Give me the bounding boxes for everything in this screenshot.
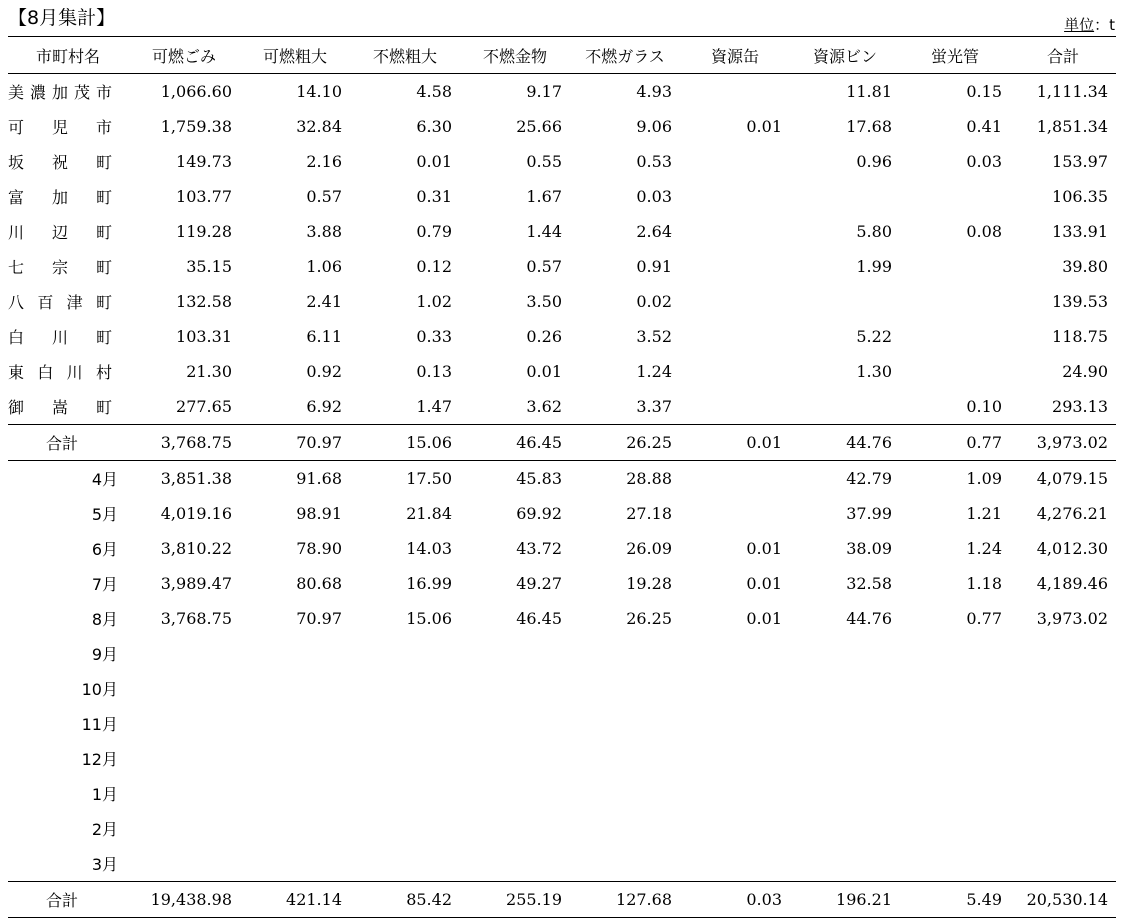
value-cell: 0.91	[636, 257, 672, 276]
value-cell: 149.73	[176, 152, 232, 171]
month-name: 10月	[81, 680, 118, 699]
value-cell: 26.09	[626, 539, 672, 558]
value-cell: 6.30	[416, 117, 452, 136]
value-cell: 3,973.02	[1036, 609, 1108, 628]
value-cell	[1010, 811, 1116, 846]
value-cell: 3,851.38	[160, 469, 232, 488]
report-title: 【8月集計】	[8, 7, 116, 29]
value-cell: 3,768.75	[160, 609, 232, 628]
value-cell: 1.21	[966, 504, 1002, 523]
value-cell: 0.12	[416, 257, 452, 276]
value-cell: 21.30	[186, 362, 232, 381]
value-cell	[680, 811, 790, 846]
value-cell	[900, 179, 1010, 214]
unit-value: t	[1109, 16, 1115, 34]
value-cell: 14.10	[296, 82, 342, 101]
municipality-name-text: 東 白 川 村	[8, 363, 112, 382]
value-cell	[900, 671, 1010, 706]
value-cell: 26.25	[626, 609, 672, 628]
value-cell: 85.42	[350, 882, 460, 918]
municipality-row	[8, 389, 1116, 425]
value-cell	[128, 671, 240, 706]
value-cell: 45.83	[516, 469, 562, 488]
value-cell: 78.90	[296, 539, 342, 558]
value-cell: 0.15	[966, 82, 1002, 101]
value-cell: 15.06	[350, 425, 460, 461]
value-cell: 6.11	[306, 327, 342, 346]
value-cell: 1.24	[966, 539, 1002, 558]
value-cell	[900, 284, 1010, 319]
value-cell	[350, 811, 460, 846]
value-cell	[570, 846, 680, 882]
value-cell	[350, 846, 460, 882]
value-cell: 17.68	[846, 117, 892, 136]
value-cell	[570, 776, 680, 811]
value-cell	[900, 846, 1010, 882]
value-cell	[128, 706, 240, 741]
value-cell: 0.53	[636, 152, 672, 171]
table-body	[8, 74, 1116, 918]
month-name: 4月	[91, 470, 118, 489]
value-cell: 255.19	[460, 882, 570, 918]
value-cell: 17.50	[406, 469, 452, 488]
value-cell: 3.88	[306, 222, 342, 241]
value-cell	[680, 496, 790, 531]
value-cell	[128, 846, 240, 882]
value-cell: 153.97	[1052, 152, 1108, 171]
value-cell	[790, 706, 900, 741]
value-cell	[900, 741, 1010, 776]
value-cell: 106.35	[1052, 187, 1108, 206]
month-row	[8, 671, 1116, 706]
value-cell: 35.15	[186, 257, 232, 276]
value-cell	[790, 389, 900, 425]
municipality-name-text: 白 川 町	[8, 328, 112, 347]
value-cell: 0.08	[966, 222, 1002, 241]
value-cell	[790, 671, 900, 706]
column-header: 不燃粗大	[350, 37, 460, 74]
municipality-name	[8, 214, 128, 249]
month-name: 1月	[91, 785, 118, 804]
value-cell: 70.97	[296, 609, 342, 628]
value-cell: 44.76	[846, 609, 892, 628]
value-cell	[460, 671, 570, 706]
unit-label: 単位	[1064, 16, 1095, 34]
value-cell	[680, 389, 790, 425]
column-header: 可燃ごみ	[128, 37, 240, 74]
value-cell	[240, 706, 350, 741]
value-cell	[1010, 636, 1116, 671]
value-cell: 119.28	[176, 222, 232, 241]
municipality-row	[8, 354, 1116, 389]
value-cell: 4,276.21	[1036, 504, 1108, 523]
value-cell: 0.01	[526, 362, 562, 381]
month-name: 6月	[91, 540, 118, 559]
value-cell: 4.93	[636, 82, 672, 101]
value-cell: 39.80	[1062, 257, 1108, 276]
value-cell: 133.91	[1052, 222, 1108, 241]
month-row	[8, 811, 1116, 846]
month-name: 3月	[91, 855, 118, 874]
unit-note	[1064, 14, 1115, 35]
value-cell: 21.84	[406, 504, 452, 523]
value-cell: 4,079.15	[1036, 469, 1108, 488]
month-row	[8, 566, 1116, 601]
value-cell: 19,438.98	[128, 882, 240, 918]
municipality-row	[8, 144, 1116, 179]
value-cell: 15.06	[406, 609, 452, 628]
value-cell: 0.01	[746, 609, 782, 628]
month-row	[8, 461, 1116, 497]
value-cell: 1.18	[966, 574, 1002, 593]
value-cell	[350, 671, 460, 706]
column-header: 資源ビン	[790, 37, 900, 74]
value-cell: 98.91	[296, 504, 342, 523]
value-cell	[790, 741, 900, 776]
value-cell	[1010, 741, 1116, 776]
value-cell	[570, 636, 680, 671]
municipality-name	[8, 319, 128, 354]
month-row	[8, 741, 1116, 776]
unit-separator: ：	[1094, 16, 1110, 34]
value-cell	[1010, 846, 1116, 882]
column-header: 市町村名	[8, 37, 128, 74]
month-name: 11月	[81, 715, 118, 734]
value-cell	[240, 636, 350, 671]
value-cell	[790, 284, 900, 319]
value-cell: 42.79	[846, 469, 892, 488]
value-cell: 1.06	[306, 257, 342, 276]
value-cell: 293.13	[1052, 397, 1108, 416]
value-cell: 46.45	[460, 425, 570, 461]
value-cell: 43.72	[516, 539, 562, 558]
value-cell: 0.57	[526, 257, 562, 276]
value-cell: 3.62	[526, 397, 562, 416]
value-cell: 6.92	[306, 397, 342, 416]
value-cell: 103.77	[176, 187, 232, 206]
value-cell	[680, 144, 790, 179]
month-name: 12月	[81, 750, 118, 769]
value-cell	[1010, 671, 1116, 706]
column-header: 蛍光管	[900, 37, 1010, 74]
municipality-name-text: 可 児 市	[8, 118, 112, 137]
municipality-row	[8, 214, 1116, 249]
value-cell: 0.13	[416, 362, 452, 381]
municipality-name	[8, 389, 128, 425]
value-cell	[900, 811, 1010, 846]
value-cell: 0.03	[966, 152, 1002, 171]
value-cell: 4,019.16	[160, 504, 232, 523]
value-cell	[790, 811, 900, 846]
month-row	[8, 496, 1116, 531]
municipality-row	[8, 179, 1116, 214]
value-cell: 1,111.34	[1036, 82, 1108, 101]
value-cell: 28.88	[626, 469, 672, 488]
value-cell: 32.84	[296, 117, 342, 136]
header-row	[8, 37, 1116, 74]
municipality-row	[8, 109, 1116, 144]
value-cell: 4,189.46	[1036, 574, 1108, 593]
value-cell: 4,012.30	[1036, 539, 1108, 558]
value-cell	[680, 846, 790, 882]
value-cell: 139.53	[1052, 292, 1108, 311]
column-header: 不燃金物	[460, 37, 570, 74]
municipality-name-text: 富 加 町	[8, 188, 112, 207]
value-cell: 421.14	[240, 882, 350, 918]
value-cell: 3.50	[526, 292, 562, 311]
value-cell: 49.27	[516, 574, 562, 593]
value-cell: 1.99	[856, 257, 892, 276]
value-cell	[240, 776, 350, 811]
value-cell	[680, 636, 790, 671]
value-cell: 0.02	[636, 292, 672, 311]
value-cell	[128, 636, 240, 671]
value-cell: 1.30	[856, 362, 892, 381]
value-cell: 1.47	[416, 397, 452, 416]
value-cell: 37.99	[846, 504, 892, 523]
value-cell	[680, 319, 790, 354]
value-cell	[460, 811, 570, 846]
municipality-name	[8, 109, 128, 144]
column-header: 合計	[1010, 37, 1116, 74]
value-cell	[460, 846, 570, 882]
month-row	[8, 706, 1116, 741]
value-cell: 9.06	[636, 117, 672, 136]
value-cell	[680, 74, 790, 110]
value-cell: 46.45	[516, 609, 562, 628]
value-cell: 0.01	[746, 117, 782, 136]
value-cell: 26.25	[570, 425, 680, 461]
value-cell: 4.58	[416, 82, 452, 101]
value-cell	[350, 706, 460, 741]
value-cell: 70.97	[240, 425, 350, 461]
value-cell: 0.10	[966, 397, 1002, 416]
value-cell	[128, 776, 240, 811]
value-cell: 5.22	[856, 327, 892, 346]
value-cell: 0.41	[966, 117, 1002, 136]
value-cell: 32.58	[846, 574, 892, 593]
value-cell: 69.92	[516, 504, 562, 523]
total-label: 合計	[8, 882, 128, 918]
municipality-row	[8, 284, 1116, 319]
municipality-name	[8, 144, 128, 179]
value-cell: 277.65	[176, 397, 232, 416]
municipality-name	[8, 179, 128, 214]
value-cell: 9.17	[526, 82, 562, 101]
value-cell	[350, 741, 460, 776]
column-header: 資源缶	[680, 37, 790, 74]
total-label: 合計	[8, 425, 128, 461]
value-cell: 0.03	[636, 187, 672, 206]
value-cell: 27.18	[626, 504, 672, 523]
value-cell	[460, 706, 570, 741]
value-cell	[900, 636, 1010, 671]
value-cell	[680, 776, 790, 811]
value-cell: 3,768.75	[128, 425, 240, 461]
value-cell	[460, 776, 570, 811]
value-cell	[128, 811, 240, 846]
column-header: 可燃粗大	[240, 37, 350, 74]
value-cell	[680, 706, 790, 741]
value-cell	[240, 846, 350, 882]
value-cell	[1010, 706, 1116, 741]
value-cell: 0.33	[416, 327, 452, 346]
value-cell	[900, 354, 1010, 389]
municipality-name-text: 坂 祝 町	[8, 153, 112, 172]
value-cell	[680, 741, 790, 776]
value-cell: 0.26	[526, 327, 562, 346]
annual-total-row	[8, 882, 1116, 918]
value-cell: 0.92	[306, 362, 342, 381]
value-cell: 132.58	[176, 292, 232, 311]
value-cell: 3.52	[636, 327, 672, 346]
value-cell: 3,989.47	[160, 574, 232, 593]
month-row	[8, 846, 1116, 882]
municipality-name	[8, 354, 128, 389]
value-cell: 0.55	[526, 152, 562, 171]
value-cell: 80.68	[296, 574, 342, 593]
value-cell: 1,066.60	[160, 82, 232, 101]
value-cell: 0.01	[746, 539, 782, 558]
municipality-name	[8, 249, 128, 284]
value-cell: 20,530.14	[1010, 882, 1116, 918]
value-cell: 3,973.02	[1010, 425, 1116, 461]
value-cell: 1.02	[416, 292, 452, 311]
value-cell: 5.80	[856, 222, 892, 241]
value-cell	[790, 846, 900, 882]
municipality-name	[8, 74, 128, 110]
value-cell: 2.64	[636, 222, 672, 241]
value-cell: 1.24	[636, 362, 672, 381]
value-cell: 11.81	[846, 82, 892, 101]
value-cell	[570, 811, 680, 846]
value-cell	[460, 636, 570, 671]
value-cell: 0.79	[416, 222, 452, 241]
value-cell	[900, 319, 1010, 354]
value-cell	[240, 741, 350, 776]
value-cell: 1.09	[966, 469, 1002, 488]
value-cell: 1.67	[526, 187, 562, 206]
value-cell: 103.31	[176, 327, 232, 346]
value-cell: 0.03	[680, 882, 790, 918]
value-cell: 2.16	[306, 152, 342, 171]
value-cell	[900, 249, 1010, 284]
value-cell: 5.49	[900, 882, 1010, 918]
value-cell: 91.68	[296, 469, 342, 488]
value-cell: 1.44	[526, 222, 562, 241]
value-cell: 0.01	[416, 152, 452, 171]
value-cell	[680, 671, 790, 706]
month-row	[8, 601, 1116, 636]
municipality-row	[8, 74, 1116, 110]
value-cell	[240, 671, 350, 706]
value-cell	[570, 671, 680, 706]
month-row	[8, 776, 1116, 811]
value-cell: 16.99	[406, 574, 452, 593]
value-cell: 0.01	[746, 574, 782, 593]
value-cell: 0.96	[856, 152, 892, 171]
municipal-total-row	[8, 425, 1116, 461]
month-name: 2月	[91, 820, 118, 839]
value-cell	[790, 636, 900, 671]
value-cell	[790, 776, 900, 811]
value-cell: 118.75	[1052, 327, 1108, 346]
municipality-name-text: 御 嵩 町	[8, 398, 112, 417]
month-row	[8, 636, 1116, 671]
month-name: 8月	[91, 610, 118, 629]
value-cell	[680, 249, 790, 284]
month-name: 7月	[91, 575, 118, 594]
municipality-row	[8, 249, 1116, 284]
value-cell	[350, 776, 460, 811]
municipality-name	[8, 284, 128, 319]
value-cell: 0.77	[966, 609, 1002, 628]
value-cell: 38.09	[846, 539, 892, 558]
value-cell: 19.28	[626, 574, 672, 593]
municipality-name-text: 八 百 津 町	[8, 293, 112, 312]
value-cell	[1010, 776, 1116, 811]
municipality-name-text: 美 濃 加 茂 市	[8, 83, 112, 102]
value-cell: 25.66	[516, 117, 562, 136]
municipality-row	[8, 319, 1116, 354]
municipality-name-text: 川 辺 町	[8, 223, 112, 242]
value-cell: 0.31	[416, 187, 452, 206]
value-cell: 3.37	[636, 397, 672, 416]
value-cell: 0.01	[680, 425, 790, 461]
value-cell: 0.57	[306, 187, 342, 206]
value-cell	[680, 179, 790, 214]
value-cell	[128, 741, 240, 776]
value-cell: 24.90	[1062, 362, 1108, 381]
month-name: 5月	[91, 505, 118, 524]
value-cell: 0.77	[900, 425, 1010, 461]
value-cell	[460, 741, 570, 776]
value-cell	[680, 214, 790, 249]
value-cell: 196.21	[790, 882, 900, 918]
value-cell: 1,851.34	[1036, 117, 1108, 136]
value-cell	[680, 284, 790, 319]
month-name: 9月	[91, 645, 118, 664]
value-cell	[900, 706, 1010, 741]
month-row	[8, 531, 1116, 566]
value-cell: 3,810.22	[160, 539, 232, 558]
column-header: 不燃ガラス	[570, 37, 680, 74]
value-cell	[570, 741, 680, 776]
value-cell	[350, 636, 460, 671]
value-cell: 14.03	[406, 539, 452, 558]
value-cell	[570, 706, 680, 741]
value-cell	[790, 179, 900, 214]
value-cell	[680, 354, 790, 389]
waste-summary-table	[8, 36, 1116, 918]
value-cell	[900, 776, 1010, 811]
value-cell: 44.76	[790, 425, 900, 461]
value-cell: 2.41	[306, 292, 342, 311]
value-cell: 127.68	[570, 882, 680, 918]
value-cell: 1,759.38	[160, 117, 232, 136]
municipality-name-text: 七 宗 町	[8, 258, 112, 277]
value-cell	[240, 811, 350, 846]
value-cell	[680, 461, 790, 497]
